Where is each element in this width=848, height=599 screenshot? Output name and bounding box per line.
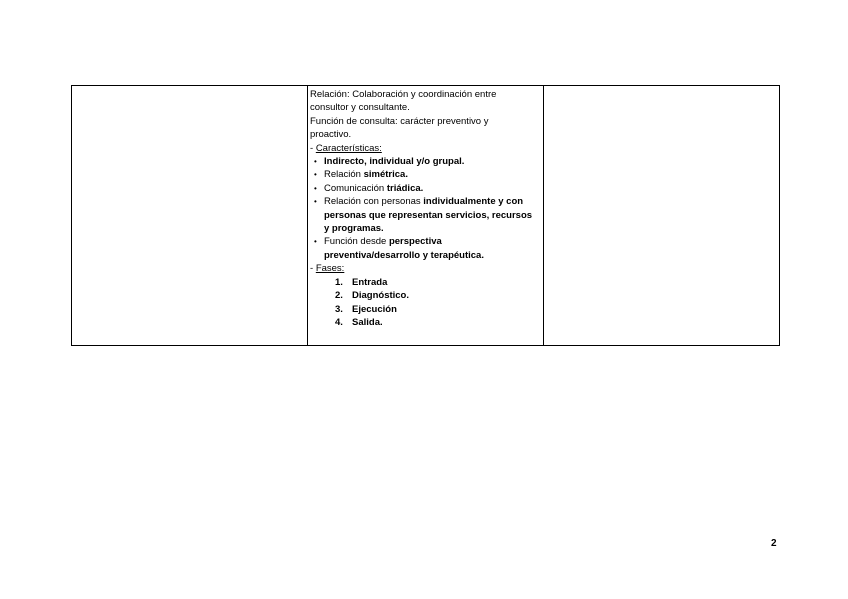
item-text: Salida. (352, 316, 383, 328)
item-text: Relación (324, 169, 364, 181)
fases-heading: Fases: (315, 263, 345, 275)
intro-line: proactivo. (310, 129, 352, 141)
intro-line: consultor y consultante. (310, 102, 410, 114)
item-continuation: preventiva/desarrollo y terapéutica. (324, 249, 484, 261)
intro-line: Función de consulta: carácter preventivo y (310, 115, 489, 127)
item-text: Función desde (324, 236, 389, 248)
list-item (310, 168, 540, 181)
list-item (335, 303, 540, 316)
bullet-icon: • (314, 197, 317, 207)
caracteristicas-list (310, 155, 540, 262)
item-number: 2. (335, 290, 343, 302)
item-text: Comunicación (324, 182, 387, 194)
caracteristicas-heading-line (310, 142, 540, 155)
bullet-icon: • (314, 170, 317, 180)
fases-list (310, 276, 540, 330)
item-text: Diagnóstico. (352, 290, 410, 302)
bullet-icon: • (314, 237, 317, 247)
item-text: Relación con personas (324, 196, 424, 208)
list-item (310, 195, 540, 235)
item-continuation: y programas. (324, 223, 384, 235)
intro-line: Relación: Colaboración y coordinación entre (310, 89, 497, 100)
item-bold-text: Indirecto, individual y/o grupal. (324, 156, 465, 168)
table-cell-right (544, 86, 780, 346)
item-continuation: personas que representan servicios, recursos (324, 209, 533, 221)
item-text: Entrada (352, 276, 388, 288)
item-bold-text: perspectiva (388, 236, 442, 248)
list-item (335, 276, 540, 289)
item-number: 1. (335, 276, 343, 288)
bullet-icon: • (314, 183, 317, 193)
item-number: 3. (335, 303, 343, 315)
item-bold-text: individualmente y con (423, 196, 524, 208)
dash-prefix: - (310, 142, 316, 154)
table-cell-middle (308, 86, 544, 346)
bullet-icon: • (314, 157, 317, 167)
list-item (335, 289, 540, 302)
list-item (310, 182, 540, 195)
table-cell-left (72, 86, 308, 346)
item-text: Ejecución (352, 303, 397, 315)
table-row (72, 86, 780, 346)
list-item (335, 316, 540, 329)
item-bold-text: triádica. (386, 182, 424, 194)
fases-heading-line (310, 262, 540, 275)
caracteristicas-heading: Características: (315, 142, 382, 154)
dash-prefix: - (310, 263, 316, 275)
cell-text (308, 86, 543, 329)
item-number: 4. (335, 316, 343, 328)
list-item (310, 235, 540, 262)
page-number: 2 (771, 538, 777, 549)
content-table (71, 85, 780, 346)
item-bold-text: simétrica. (363, 169, 408, 181)
list-item (310, 155, 540, 168)
